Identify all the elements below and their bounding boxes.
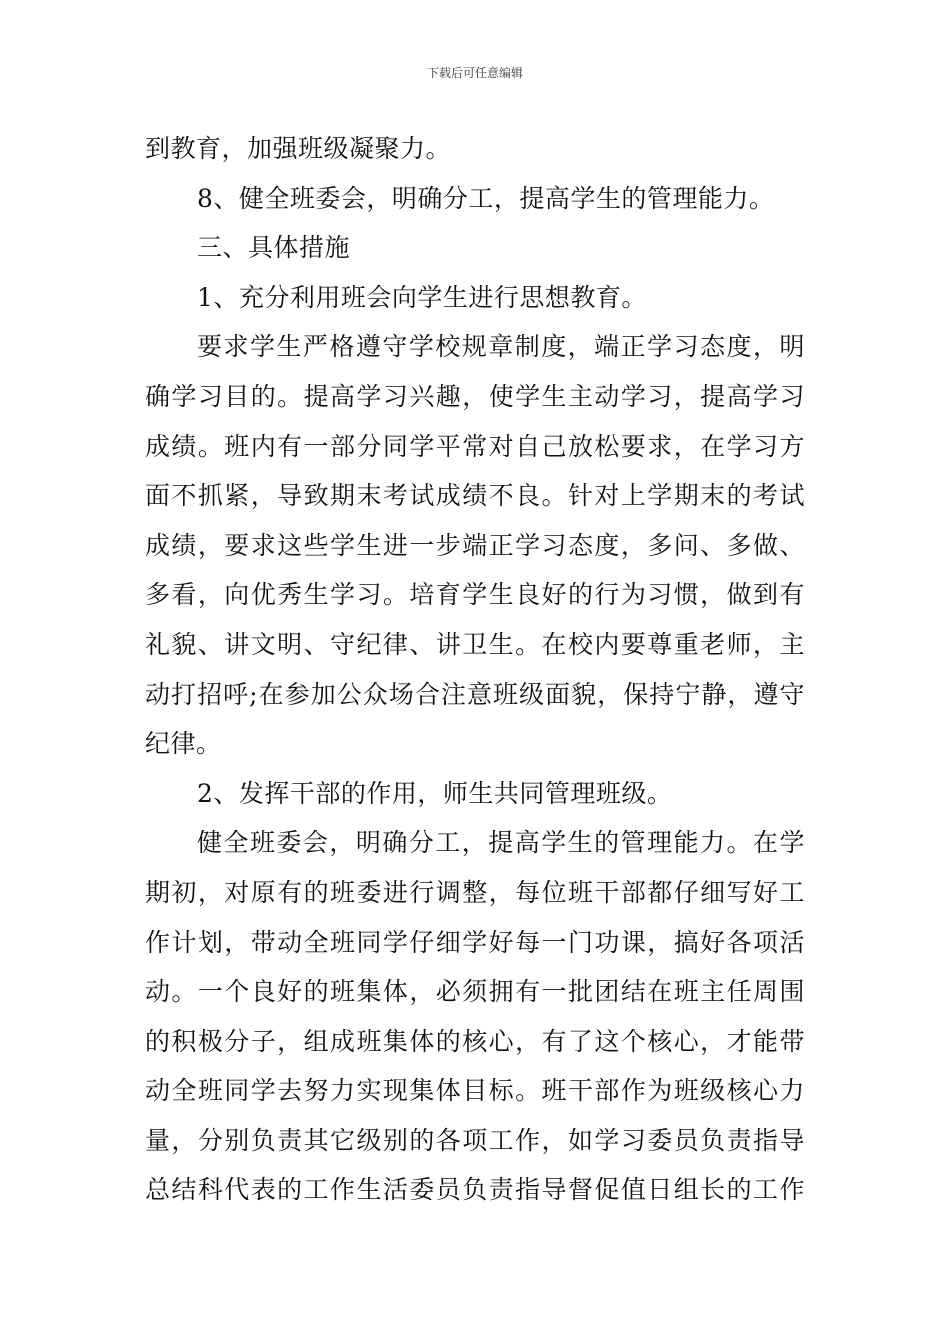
text-line: 成绩。班内有一部分同学平常对自己放松要求，在学习方 bbox=[145, 431, 805, 461]
text-line: 动。一个良好的班集体，必须拥有一批团结在班主任周围 bbox=[145, 977, 805, 1007]
text-line: 量，分别负责其它级别的各项工作，如学习委员负责指导 bbox=[145, 1125, 805, 1155]
text-line: 8、健全班委会，明确分工，提高学生的管理能力。 bbox=[197, 183, 775, 213]
text-line: 动打招呼;在参加公众场合注意班级面貌，保持宁静，遵守 bbox=[145, 679, 805, 709]
text-line: 礼貌、讲文明、守纪律、讲卫生。在校内要尊重老师，主 bbox=[145, 629, 805, 659]
text-line: 确学习目的。提高学习兴趣，使学生主动学习，提高学习 bbox=[145, 381, 805, 411]
text-line: 成绩，要求这些学生进一步端正学习态度，多问、多做、 bbox=[145, 530, 805, 560]
text-line: 多看，向优秀生学习。培育学生良好的行为习惯，做到有 bbox=[145, 580, 805, 610]
text-line: 动全班同学去努力实现集体目标。班干部作为班级核心力 bbox=[145, 1076, 805, 1106]
text-line: 1、充分利用班会向学生进行思想教育。 bbox=[197, 282, 647, 312]
page-header: 下载后可任意编辑 bbox=[426, 66, 523, 80]
text-line: 期初，对原有的班委进行调整，每位班干部都仔细写好工 bbox=[145, 877, 805, 907]
text-line: 到教育，加强班级凝聚力。 bbox=[145, 134, 452, 163]
text-line: 2、发挥干部的作用，师生共同管理班级。 bbox=[197, 778, 673, 808]
text-line: 健全班委会，明确分工，提高学生的管理能力。在学 bbox=[197, 828, 805, 858]
text-line: 的积极分子，组成班集体的核心，有了这个核心，才能带 bbox=[145, 1026, 805, 1056]
text-line: 要求学生严格遵守学校规章制度，端正学习态度，明 bbox=[197, 332, 805, 362]
text-line: 三、具体措施 bbox=[197, 233, 351, 263]
text-line: 作计划，带动全班同学仔细学好每一门功课，搞好各项活 bbox=[145, 927, 805, 957]
text-line: 总结科代表的工作生活委员负责指导督促值日组长的工作 bbox=[145, 1175, 805, 1205]
text-line: 纪律。 bbox=[145, 729, 222, 759]
document-body bbox=[145, 124, 805, 1215]
text-line: 面不抓紧，导致期末考试成绩不良。针对上学期末的考试 bbox=[145, 481, 805, 511]
